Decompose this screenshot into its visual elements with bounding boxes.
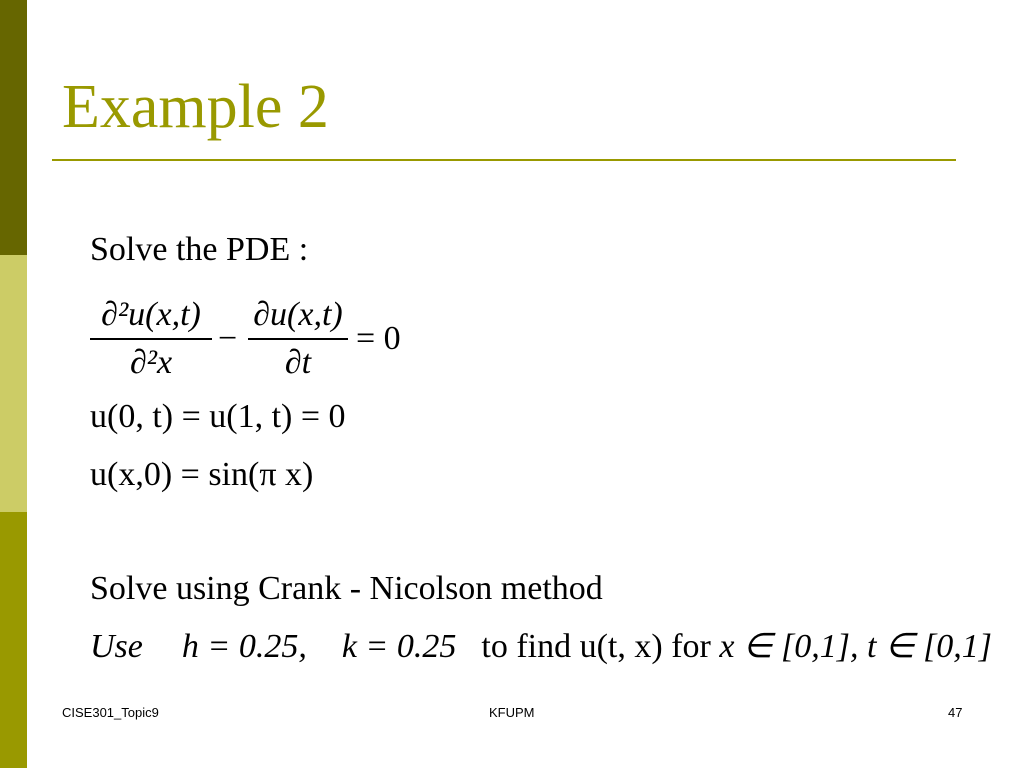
initial-condition: u(x,0) = sin(π x) (90, 456, 314, 493)
term1-denominator: ∂²x (129, 344, 173, 381)
equation-rhs: = 0 (356, 320, 401, 357)
footer-institution: KFUPM (489, 705, 535, 720)
footer-course: CISE301_Topic9 (62, 705, 159, 720)
side-bar-top (0, 0, 27, 255)
side-bar-middle (0, 255, 27, 512)
parameters-line (90, 630, 992, 664)
title-underline (52, 159, 956, 161)
minus-sign: − (218, 320, 238, 357)
fraction-bar-1 (90, 338, 212, 340)
fraction-bar-2 (248, 338, 348, 340)
h-value: h = 0.25, (181, 628, 307, 665)
term2-denominator: ∂t (284, 344, 312, 381)
method-text: Solve using Crank - Nicolson method (90, 570, 603, 607)
slide-title: Example 2 (62, 73, 329, 141)
footer-page-number: 47 (948, 705, 963, 720)
boundary-condition: u(0, t) = u(1, t) = 0 (90, 398, 346, 435)
term2-numerator: ∂u(x,t) (253, 296, 343, 333)
instruction-text: Solve the PDE : (90, 231, 309, 268)
term1-numerator: ∂²u(x,t) (101, 296, 201, 333)
domain-text: x ∈ [0,1], t ∈ [0,1] (719, 628, 993, 665)
k-value: k = 0.25 (341, 628, 457, 665)
find-text: to find u(t, x) for (481, 628, 711, 665)
use-word: Use (90, 628, 143, 665)
side-bar-bottom (0, 512, 27, 768)
